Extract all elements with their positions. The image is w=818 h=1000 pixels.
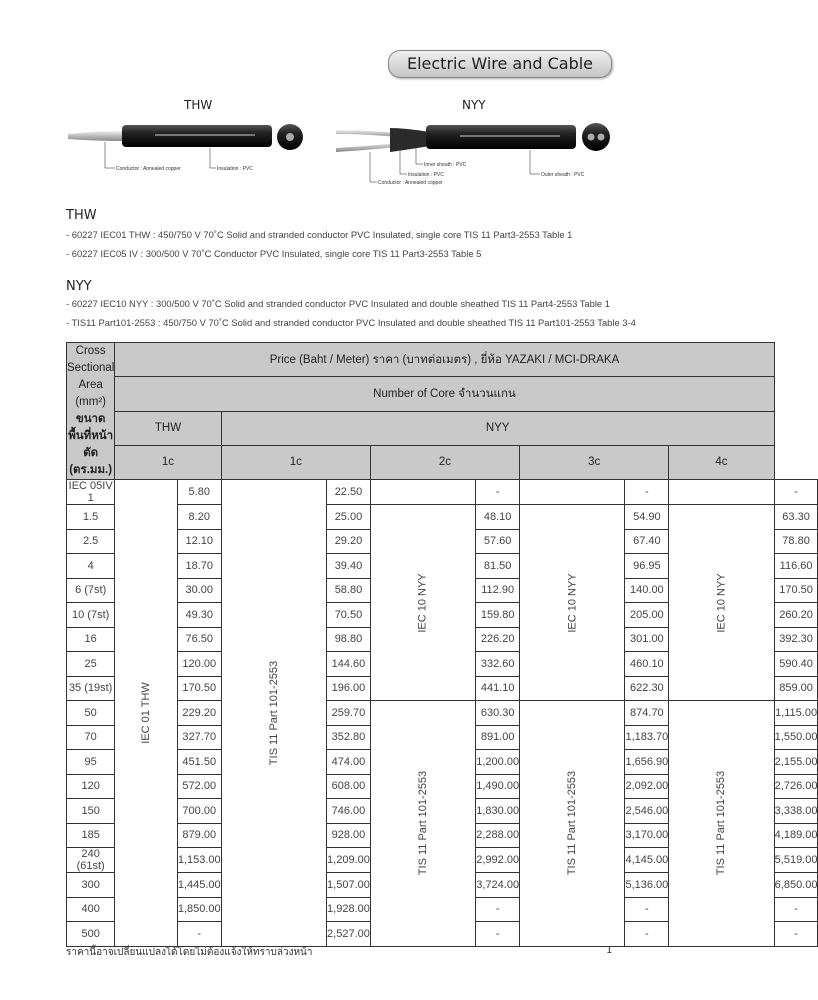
nyy-4c-header: 4c bbox=[669, 445, 774, 479]
nyy-1c-standard-label-text: TIS 11 Part 101-2553 bbox=[267, 660, 280, 765]
spacer-cell bbox=[669, 480, 774, 505]
table-cell: 474.00 bbox=[327, 750, 371, 775]
table-cell: 120 bbox=[67, 774, 115, 799]
table-cell: 572.00 bbox=[177, 774, 221, 799]
nyy-2c-iec-label bbox=[370, 505, 475, 701]
thw-conductor-callout: Conductor : Annealed copper bbox=[116, 166, 181, 172]
nyy-section-heading: NYY bbox=[66, 279, 92, 294]
nyy-3c-tis-label bbox=[520, 701, 625, 947]
nyy-group-header: NYY bbox=[221, 411, 774, 445]
thw-section-heading: THW bbox=[66, 208, 97, 223]
table-cell: - bbox=[476, 922, 520, 947]
table-cell: 70 bbox=[67, 725, 115, 750]
table-cell: 6,850.00 bbox=[774, 873, 818, 898]
table-row bbox=[67, 505, 818, 530]
table-cell: - bbox=[476, 480, 520, 505]
spacer-cell bbox=[370, 480, 475, 505]
table-cell: - bbox=[625, 480, 669, 505]
table-cell: - bbox=[774, 897, 818, 922]
table-cell: 70.50 bbox=[327, 603, 371, 628]
nyy-conductor-callout: Conductor : Annealed copper bbox=[378, 180, 443, 186]
nyy-3c-tis-label-text: TIS 11 Part 101-2553 bbox=[566, 771, 579, 876]
thw-product-label: THW bbox=[184, 98, 213, 112]
table-cell: 170.50 bbox=[774, 578, 818, 603]
table-cell: 1,850.00 bbox=[177, 897, 221, 922]
table-cell: 54.90 bbox=[625, 505, 669, 530]
table-cell: 4 bbox=[67, 554, 115, 579]
table-row bbox=[67, 701, 818, 726]
table-cell: 4,145.00 bbox=[625, 848, 669, 873]
table-cell: 1,445.00 bbox=[177, 873, 221, 898]
thw-insulation-callout: Insulation : PVC bbox=[217, 166, 253, 172]
table-cell: 76.50 bbox=[177, 627, 221, 652]
table-cell: 2,527.00 bbox=[327, 922, 371, 947]
table-cell: 12.10 bbox=[177, 529, 221, 554]
table-cell: 2.5 bbox=[67, 529, 115, 554]
table-cell: 25 bbox=[67, 652, 115, 677]
thw-standard-label bbox=[115, 480, 178, 947]
nyy-3c-iec-label bbox=[520, 505, 625, 701]
table-cell: 928.00 bbox=[327, 823, 371, 848]
nyy-1c-header: 1c bbox=[221, 445, 370, 479]
table-cell: 260.20 bbox=[774, 603, 818, 628]
table-cell: 1.5 bbox=[67, 505, 115, 530]
table-cell: - bbox=[177, 922, 221, 947]
nyy-cable-illustration bbox=[330, 112, 620, 192]
table-cell: 874.70 bbox=[625, 701, 669, 726]
nyy-2c-iec-label-text: IEC 10 NYY bbox=[417, 572, 430, 633]
table-cell: 48.10 bbox=[476, 505, 520, 530]
table-cell: 140.00 bbox=[625, 578, 669, 603]
table-cell: 95 bbox=[67, 750, 115, 775]
table-cell: 5.80 bbox=[177, 480, 221, 505]
table-cell: 1,507.00 bbox=[327, 873, 371, 898]
table-cell: 746.00 bbox=[327, 799, 371, 824]
cross-section-header-line: (ตร.มม.) bbox=[69, 464, 113, 476]
cross-section-header-line: Cross Sectional bbox=[67, 345, 115, 374]
cross-section-header-line: Area (mm²) bbox=[75, 379, 106, 408]
table-cell: 300 bbox=[67, 873, 115, 898]
table-cell: 327.70 bbox=[177, 725, 221, 750]
table-cell: 39.40 bbox=[327, 554, 371, 579]
page-number: 1 bbox=[606, 945, 613, 956]
table-cell: - bbox=[476, 897, 520, 922]
table-cell: 352.80 bbox=[327, 725, 371, 750]
table-cell: 96.95 bbox=[625, 554, 669, 579]
nyy-product-label: NYY bbox=[462, 98, 486, 112]
table-cell: 170.50 bbox=[177, 676, 221, 701]
table-cell: 67.40 bbox=[625, 529, 669, 554]
table-cell: 1,550.00 bbox=[774, 725, 818, 750]
table-cell: 879.00 bbox=[177, 823, 221, 848]
table-cell: - bbox=[774, 922, 818, 947]
thw-spec-line: - 60227 IEC01 THW : 450/750 V 70˚C Solid and stranded conductor PVC Insulated, single core TIS 11 Part3-2553 Table 1 bbox=[66, 229, 573, 240]
table-cell: 590.40 bbox=[774, 652, 818, 677]
table-cell: 58.80 bbox=[327, 578, 371, 603]
table-cell: 3,338.00 bbox=[774, 799, 818, 824]
table-cell: 259.70 bbox=[327, 701, 371, 726]
table-cell: 5,519.00 bbox=[774, 848, 818, 873]
thw-1c-header: 1c bbox=[115, 445, 221, 479]
nyy-inner-sheath-callout: Inner sheath : PVC bbox=[424, 162, 467, 168]
spacer-cell bbox=[520, 480, 625, 505]
table-cell: 1,115.00 bbox=[774, 701, 818, 726]
nyy-4c-tis-label bbox=[669, 701, 774, 947]
table-cell: 63.30 bbox=[774, 505, 818, 530]
nyy-2c-tis-label-text: TIS 11 Part 101-2553 bbox=[417, 771, 430, 876]
core-count-header: Number of Core จำนวนแกน bbox=[115, 377, 774, 411]
nyy-3c-iec-label-text: IEC 10 NYY bbox=[566, 572, 579, 633]
table-row bbox=[67, 480, 818, 505]
table-cell: 6 (7st) bbox=[67, 578, 115, 603]
table-cell: 630.30 bbox=[476, 701, 520, 726]
price-header: Price (Baht / Meter) ราคา (บาทต่อเมตร) , ยี่ห้อ YAZAKI / MCI-DRAKA bbox=[115, 343, 774, 377]
table-cell: 98.80 bbox=[327, 627, 371, 652]
table-cell: 25.00 bbox=[327, 505, 371, 530]
nyy-spec-line: - 60227 IEC10 NYY : 300/500 V 70˚C Solid and stranded conductor PVC Insulated and double sheathed TIS 11 Part4-2553 Table 1 bbox=[66, 298, 610, 309]
table-cell: 2,155.00 bbox=[774, 750, 818, 775]
thw-group-header: THW bbox=[115, 411, 221, 445]
table-cell: 700.00 bbox=[177, 799, 221, 824]
nyy-outer-sheath-callout: Outer sheath : PVC bbox=[541, 172, 585, 178]
table-cell: 240 (61st) bbox=[67, 848, 115, 873]
table-cell: 29.20 bbox=[327, 529, 371, 554]
page-title: Electric Wire and Cable bbox=[388, 50, 612, 78]
table-cell: 1,209.00 bbox=[327, 848, 371, 873]
table-cell: 150 bbox=[67, 799, 115, 824]
table-cell: 859.00 bbox=[774, 676, 818, 701]
table-cell: 30.00 bbox=[177, 578, 221, 603]
nyy-4c-iec-label-text: IEC 10 NYY bbox=[715, 572, 728, 633]
thw-standard-label-text: IEC 01 THW bbox=[140, 681, 153, 744]
thw-cable-illustration bbox=[60, 112, 320, 192]
table-cell: 460.10 bbox=[625, 652, 669, 677]
nyy-3c-header: 3c bbox=[520, 445, 669, 479]
price-table bbox=[66, 342, 818, 947]
table-cell: 226.20 bbox=[476, 627, 520, 652]
table-cell: 120.00 bbox=[177, 652, 221, 677]
nyy-2c-tis-label bbox=[370, 701, 475, 947]
table-cell: 35 (19st) bbox=[67, 676, 115, 701]
table-cell: 144.60 bbox=[327, 652, 371, 677]
table-cell: 22.50 bbox=[327, 480, 371, 505]
nyy-insulation-callout: Insulation : PVC bbox=[408, 172, 444, 178]
table-cell: 1,656.90 bbox=[625, 750, 669, 775]
table-cell: - bbox=[774, 480, 818, 505]
table-cell: - bbox=[625, 922, 669, 947]
table-cell: 1,200.00 bbox=[476, 750, 520, 775]
table-cell: 301.00 bbox=[625, 627, 669, 652]
table-cell: 332.60 bbox=[476, 652, 520, 677]
table-cell: IEC 05IV 1 bbox=[67, 480, 115, 505]
table-cell: 500 bbox=[67, 922, 115, 947]
table-cell: 891.00 bbox=[476, 725, 520, 750]
thw-spec-line: - 60227 IEC05 IV : 300/500 V 70˚C Conductor PVC Insulated, single core TIS 11 Part3-2553 Table 5 bbox=[66, 248, 482, 259]
table-cell: 1,490.00 bbox=[476, 774, 520, 799]
table-cell: 2,092.00 bbox=[625, 774, 669, 799]
nyy-4c-tis-label-text: TIS 11 Part 101-2553 bbox=[715, 771, 728, 876]
table-cell: 116.60 bbox=[774, 554, 818, 579]
cross-section-header-line: ขนาดพื้นที่หน้าตัด bbox=[68, 413, 114, 459]
table-cell: 608.00 bbox=[327, 774, 371, 799]
table-cell: 185 bbox=[67, 823, 115, 848]
table-cell: 1,928.00 bbox=[327, 897, 371, 922]
table-cell: 400 bbox=[67, 897, 115, 922]
table-cell: 159.80 bbox=[476, 603, 520, 628]
table-cell: 451.50 bbox=[177, 750, 221, 775]
table-cell: 2,546.00 bbox=[625, 799, 669, 824]
table-cell: 57.60 bbox=[476, 529, 520, 554]
table-cell: 2,288.00 bbox=[476, 823, 520, 848]
cross-section-header bbox=[67, 343, 115, 480]
table-cell: 229.20 bbox=[177, 701, 221, 726]
table-cell: 205.00 bbox=[625, 603, 669, 628]
table-cell: 4,189.00 bbox=[774, 823, 818, 848]
table-cell: 81.50 bbox=[476, 554, 520, 579]
table-cell: 112.90 bbox=[476, 578, 520, 603]
table-cell: 392.30 bbox=[774, 627, 818, 652]
table-cell: 78.80 bbox=[774, 529, 818, 554]
nyy-4c-iec-label bbox=[669, 505, 774, 701]
table-cell: 196.00 bbox=[327, 676, 371, 701]
table-cell: 8.20 bbox=[177, 505, 221, 530]
table-cell: 3,724.00 bbox=[476, 873, 520, 898]
nyy-spec-line: - TIS11 Part101-2553 : 450/750 V 70˚C Solid and stranded conductor PVC Insulated and double sheathed TIS 11 Part101-2553 Table 3-4 bbox=[66, 317, 636, 328]
table-cell: 622.30 bbox=[625, 676, 669, 701]
table-cell: 18.70 bbox=[177, 554, 221, 579]
table-cell: 10 (7st) bbox=[67, 603, 115, 628]
table-cell: 2,726.00 bbox=[774, 774, 818, 799]
table-cell: 49.30 bbox=[177, 603, 221, 628]
table-cell: 1,830.00 bbox=[476, 799, 520, 824]
table-cell: 1,183.70 bbox=[625, 725, 669, 750]
nyy-2c-header: 2c bbox=[370, 445, 519, 479]
table-cell: 5,136.00 bbox=[625, 873, 669, 898]
price-table-body bbox=[67, 480, 818, 947]
nyy-1c-standard-label bbox=[221, 480, 326, 947]
table-cell: 441.10 bbox=[476, 676, 520, 701]
table-cell: 2,992.00 bbox=[476, 848, 520, 873]
table-cell: 3,170.00 bbox=[625, 823, 669, 848]
table-cell: 1,153.00 bbox=[177, 848, 221, 873]
table-cell: - bbox=[625, 897, 669, 922]
price-disclaimer: ราคานี้อาจเปลี่ยนแปลงได้โดยไม่ต้องแจ้งให้ทราบล่วงหน้า bbox=[66, 947, 313, 958]
table-cell: 16 bbox=[67, 627, 115, 652]
table-cell: 50 bbox=[67, 701, 115, 726]
